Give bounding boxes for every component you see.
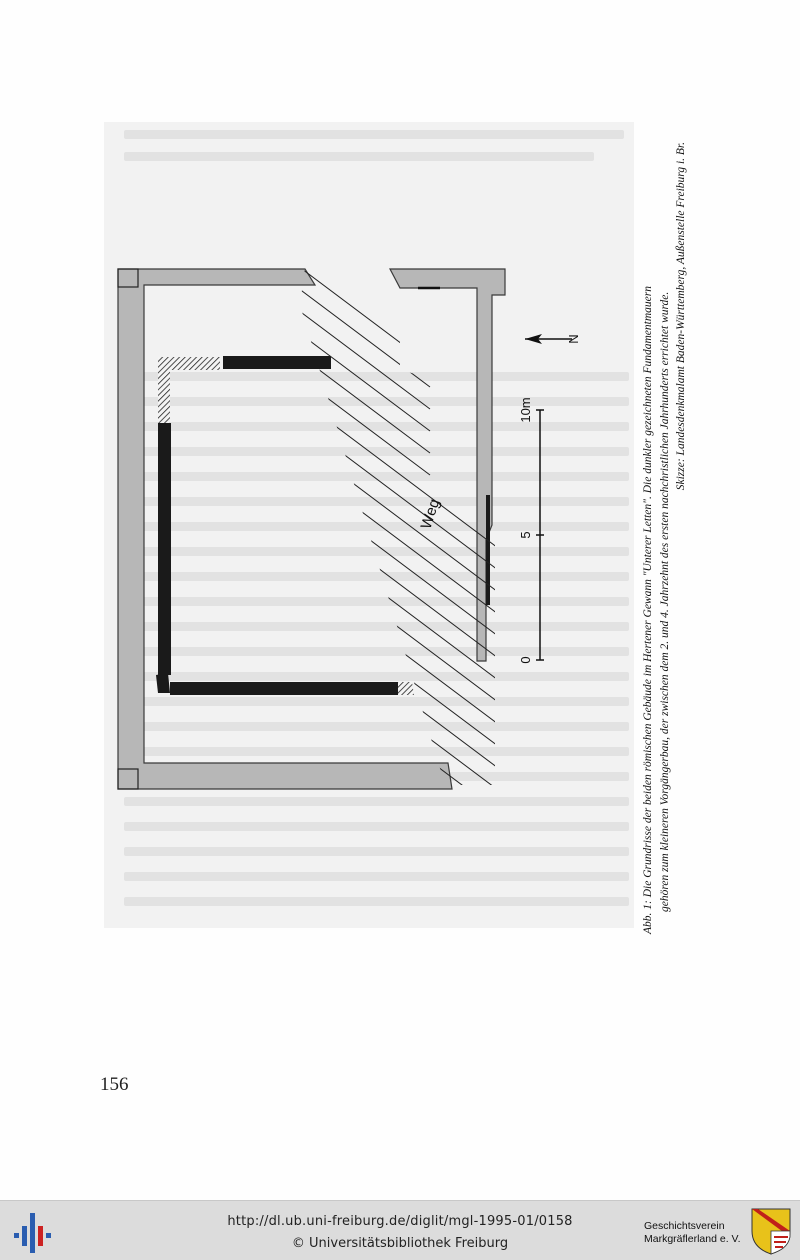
bleed-through-line	[124, 130, 624, 139]
scale-bar	[518, 397, 544, 663]
bleed-through-line	[124, 152, 594, 161]
floor-plan-figure	[100, 255, 581, 815]
scale-tick-label: 10m	[518, 397, 533, 423]
viewer-footer	[0, 1200, 800, 1260]
bleed-through-line	[124, 822, 629, 831]
north-label: N	[566, 334, 581, 344]
bleed-through-line	[124, 897, 629, 906]
inner-building-walls	[156, 356, 490, 695]
scale-tick-label: 5	[518, 531, 533, 539]
coat-of-arms-icon	[750, 1207, 792, 1255]
caption-line: Abb. 1: Die Grundrisse der beiden römischen Gebäude im Hertener Gewann "Unterer Letten". Die dunkler gezeichneten Fundamentmauern	[642, 286, 654, 934]
copyright-notice: © Universitätsbibliothek Freiburg	[291, 1236, 509, 1251]
page-number: 156	[100, 1074, 129, 1095]
caption-credit: Skizze: Landesdenkmalamt Baden-Württemberg, Außenstelle Freiburg i. Br.	[675, 142, 687, 491]
society-name-line: Geschichtsverein	[644, 1220, 725, 1232]
bleed-through-line	[124, 847, 629, 856]
scale-tick-label: 0	[518, 656, 533, 664]
society-name	[644, 1220, 741, 1246]
figure-caption	[640, 134, 700, 934]
bleed-through-line	[124, 872, 629, 881]
path-label: Weg	[417, 496, 444, 532]
path-hatching	[270, 245, 510, 843]
society-name-line: Markgräflerland e. V.	[644, 1233, 741, 1245]
document-url[interactable]: http://dl.ub.uni-freiburg.de/diglit/mgl-1995-01/0158	[227, 1214, 573, 1229]
caption-line: gehören zum kleineren Vorgängerbau, der zwischen dem 2. und 4. Jahrzehnt des ersten nachchristlichen Jahrhunderts errichtet wurde.	[658, 291, 671, 912]
outer-building-walls	[118, 269, 505, 789]
